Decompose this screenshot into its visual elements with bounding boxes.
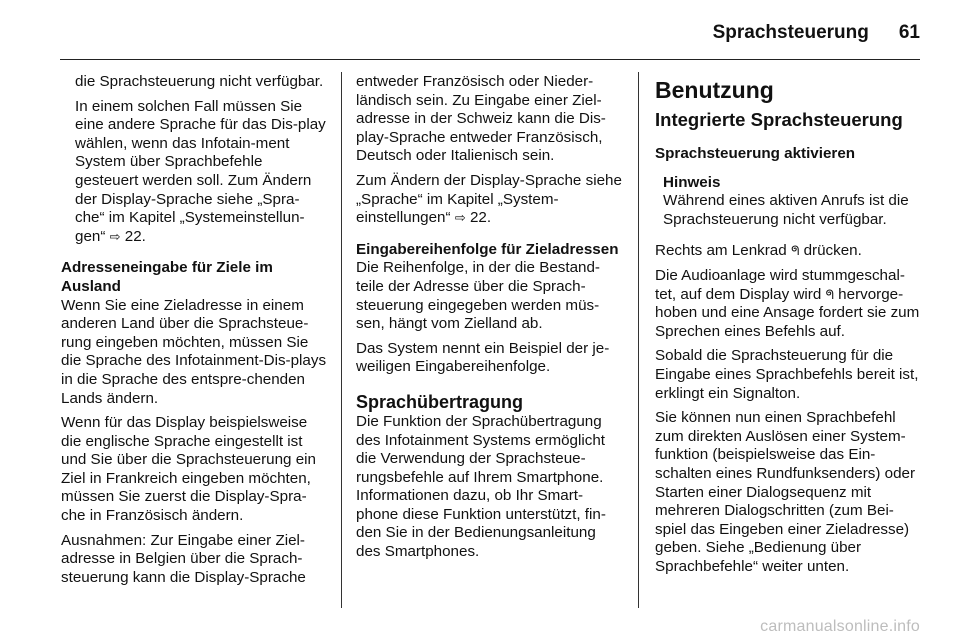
paragraph-text: Die Audioanlage wird stummgeschal-tet, auf dem Display wird (655, 266, 905, 303)
page-header (713, 22, 920, 44)
watermark: carmanualsonline.info (760, 618, 920, 635)
page-reference-arrow-icon: ⇨ (109, 228, 121, 244)
voice-control-button-icon: ᖗ (790, 243, 800, 259)
subsection-heading: Sprachsteuerung aktivieren (655, 145, 856, 162)
paragraph-text: In einem solchen Fall müssen Sie eine andere Sprache für das Dis-play wählen, wenn das Infotain-ment System über Sprachbefehle gesteuert werden soll. Zum Ändern der Display-Sprache siehe „Spra-che“ im Kapitel „Systemeinstellun-gen“ (75, 97, 326, 245)
page-title: Sprachsteuerung (712, 22, 869, 43)
voice-control-button-icon: ᖗ (825, 286, 834, 302)
chapter-heading: Benutzung (655, 77, 774, 103)
section-heading: Sprachübertragung (356, 391, 524, 412)
page-reference[interactable]: 22. (124, 227, 146, 245)
paragraph: Sie können nun einen Sprachbefehl zum direkten Auslösen einer System-funktion (beispielsweise das Ein-schalten eines Rundfunksenders) oder Starten einer Dialogsequenz mit mehreren Dialogschritten (zum Bei-spiel das Eingeben einer Zieladresse) geben. Siehe „Bedienung über Sprachbefehle“ weiter unten. (655, 409, 916, 575)
note-box (655, 174, 923, 230)
paragraph-text: Zum Ändern der Display-Sprache siehe „Sprache“ im Kapitel „System-einstellungen“ (356, 171, 622, 227)
note-title: Hinweis (663, 173, 721, 191)
paragraph: entweder Französisch oder Nieder-ländisch sein. Zu Eingabe einer Ziel-adresse in der Schweiz kann die Dis-play-Sprache entweder Französisch, Deutsch oder Italienisch sein. (356, 73, 606, 165)
paragraph: Das System nennt ein Beispiel der je-weiligen Eingabereihenfolge. (356, 339, 610, 376)
paragraph (356, 172, 624, 228)
paragraph-text: hervorge-hoben und eine Ansage fordert sie zum Sprechen eines Befehls auf. (655, 285, 920, 340)
section-heading: Adresseneingabe für Ziele im Ausland (61, 259, 273, 295)
paragraph: Wenn für das Display beispielsweise die englische Sprache eingestellt ist und Sie über die Sprachsteuerung ein Ziel in Frankreich eingeben möchten, müssen Sie zuerst die Display-Spra-che in Französisch ändern. (61, 414, 316, 525)
note-text: Während eines aktiven Anrufs ist die Sprachsteuerung nicht verfügbar. (663, 192, 909, 228)
paragraph: die Sprachsteuerung nicht verfügbar. (75, 73, 324, 90)
column-divider (341, 72, 342, 608)
section-heading: Integrierte Sprachsteuerung (655, 109, 903, 130)
page-number: 61 (898, 22, 920, 43)
paragraph (61, 98, 329, 247)
header-rule (60, 59, 920, 60)
paragraph: Die Funktion der Sprachübertragung des Infotainment Systems ermöglicht die Verwendung der Sprachsteue-rungsbefehle auf Ihrem Smartphone. Informationen dazu, ob Ihr Smart-phone diese Funktion unterstützt, fin-den Sie in der Bedienungsanleitung des Smartphones. (356, 412, 606, 561)
column-divider (638, 72, 639, 608)
column-1 (61, 73, 329, 593)
paragraph: Sobald die Sprachsteuerung für die Eingabe eines Sprachbefehls bereit ist, erklingt ein Signalton. (655, 347, 919, 402)
paragraph: Die Reihenfolge, in der die Bestand-teile der Adresse über die Sprach-steuerung eingegeben werden müs-sen, hängt vom Zielland ab. (356, 259, 600, 333)
paragraph (655, 242, 923, 261)
section-heading: Eingabereihenfolge für Zieladressen (356, 240, 619, 258)
page-reference-arrow-icon: ⇨ (454, 210, 466, 226)
paragraph (655, 267, 923, 341)
paragraph-text: Rechts am Lenkrad (655, 242, 787, 260)
column-3 (655, 73, 923, 582)
paragraph: Wenn Sie eine Zieladresse in einem anderen Land über die Sprachsteue-rung eingeben möchten, müssen Sie die Sprache des Infotainment-Dis-plays in die Sprache des entspre-chenden Lands ändern. (61, 296, 327, 407)
paragraph: Ausnahmen: Zur Eingabe einer Ziel-adresse in Belgien über die Sprach-steuerung kann die Display-Sprache (61, 531, 306, 586)
page-reference[interactable]: 22. (469, 209, 492, 227)
paragraph-text: drücken. (803, 242, 862, 260)
column-2 (356, 73, 624, 568)
